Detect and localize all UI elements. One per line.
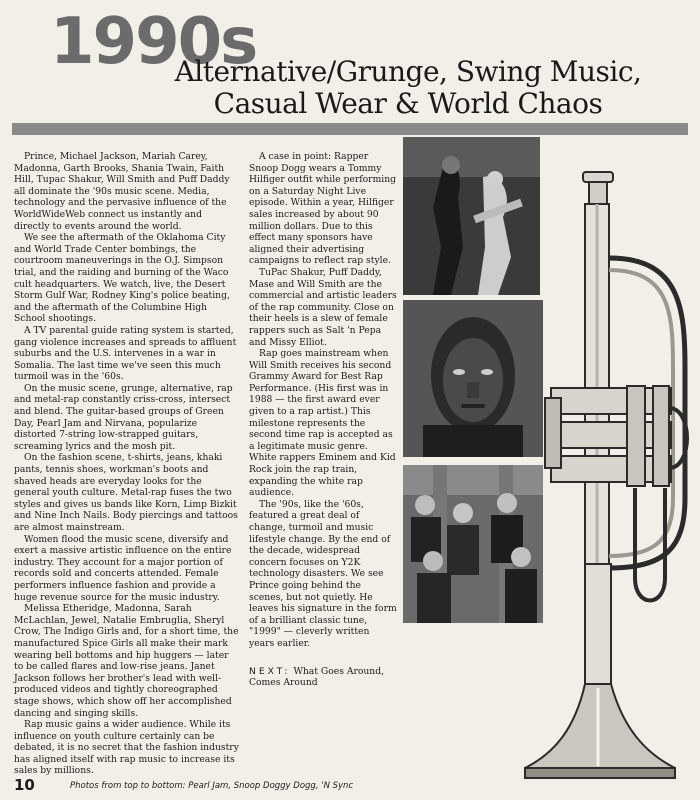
headline-line-1: Alternative/Grunge, Swing Music, [174,55,642,88]
header-rule [12,123,688,135]
decade-title: 1990s [50,5,257,79]
headline-line-2: Casual Wear & World Chaos [213,87,603,120]
paragraph: On the fashion scene, t-shirts, jeans, khaki pants, tennis shoes, workman's boots and shaved heads are everyday looks for the general youth culture. Metal-rap fuses the two styles and gives us bands like Korn, Limp Bizkit and Nine Inch Nails. Body piercings and tattoos are almost mainstream. [14,452,238,533]
article-column-2 [249,151,397,689]
paragraph: Rap goes mainstream when Will Smith receives his second Grammy Award for Best Rap Performance. (His first was in 1988 — the first award ever given to a rap artist.) This milestone represents the second time rap is accepted as a legitimate music genre. White rappers Eminem and Kid Rock join the rap train, expanding the white rap audience. [249,348,396,499]
photo-nsync [403,465,543,623]
next-text: What Goes Around, Comes Around [249,665,385,689]
page-number: 10 [14,776,35,794]
paragraph: Rap music gains a wider audience. While its influence on youth culture certainly can be debated, it is no secret that the fashion industry has aligned itself with rap music to increase its sales by millions. [14,719,239,777]
paragraph: We see the aftermath of the Oklahoma City and World Trade Center bombings, the courtroom maneuverings in the O.J. Simpson trial, and the raiding and burning of the Waco cult headquarters. We watch, live, the Desert Storm Gulf War, Rodney King's police beating, and the aftermath of the Columbine High School shootings. [14,232,230,325]
paragraph: TuPac Shakur, Puff Daddy, Mase and Will Smith are the commercial and artistic leaders of the rap community. Close on their heels is a slew of female rappers such as Salt 'n Pepa and Missy Elliot. [249,266,397,348]
paragraph: Prince, Michael Jackson, Mariah Carey, Madonna, Garth Brooks, Shania Twain, Faith Hill, Tupac Shakur, Will Smith and Puff Daddy all dominate the '90s music scene. Media, technology and the pervasive influence of the WorldWideWeb connect us instantly and directly to events around the world. [14,151,230,232]
next-teaser [249,666,397,689]
paragraph: On the music scene, grunge, alternative, rap and metal-rap constantly criss-cross, intersect and blend. The guitar-based groups of Green Day, Pearl Jam and Nirvana, popularize distorted 7-string low-strapped guitars, screaming lyrics and the mosh pit. [14,382,233,452]
paragraph: The '90s, like the '60s, featured a great deal of change, turmoil and music lifestyle change. By the end of the decade, widespread concern focuses on Y2K technology disasters. We see Prince going behind the scenes, but not quietly. He leaves his signature in the form of a brilliant classic tune, "1999" — cleverly written years earlier. [249,498,397,649]
headline [118,56,698,120]
paragraph: Melissa Etheridge, Madonna, Sarah McLachlan, Jewel, Natalie Embruglia, Sheryl Crow, The Indigo Girls and, for a short time, the manufactured Spice Girls all make their mark wearing bell bottoms and hip huggers — later to be called flares and low-rise jeans. Janet Jackson follows her brother's lead with well-produced videos and tightly choreographed stage shows, which show off her accomplished dancing and singing skills. [14,603,239,719]
next-label: NEXT: [249,665,291,677]
photo-caption: Photos from top to bottom: Pearl Jam, Snoop Doggy Dogg, 'N Sync [70,781,354,791]
article-column-1 [14,151,240,777]
photo-pearl-jam [403,137,540,295]
photo-snoop-dogg [403,300,543,457]
paragraph: A TV parental guide rating system is started, gang violence increases and spreads to affluent suburbs and the U.S. intervenes in a war in Somalia. The last time we've seen this much turmoil was in the '60s. [14,324,237,383]
paragraph: Women flood the music scene, diversify and exert a massive artistic influence on the entire industry. They account for a major portion of records sold and concerts attended. Female performers influence fashion and provide a huge revenue source for the music industry. [14,533,232,603]
paragraph: A case in point: Rapper Snoop Dogg wears a Tommy Hilfiger outfit while performing on a Saturday Night Live episode. Within a year, Hilfiger sales increased by about 90 million dollars. Due to this effect many sponsors have aligned their advertising campaigns to reflect rap style. [249,151,397,267]
